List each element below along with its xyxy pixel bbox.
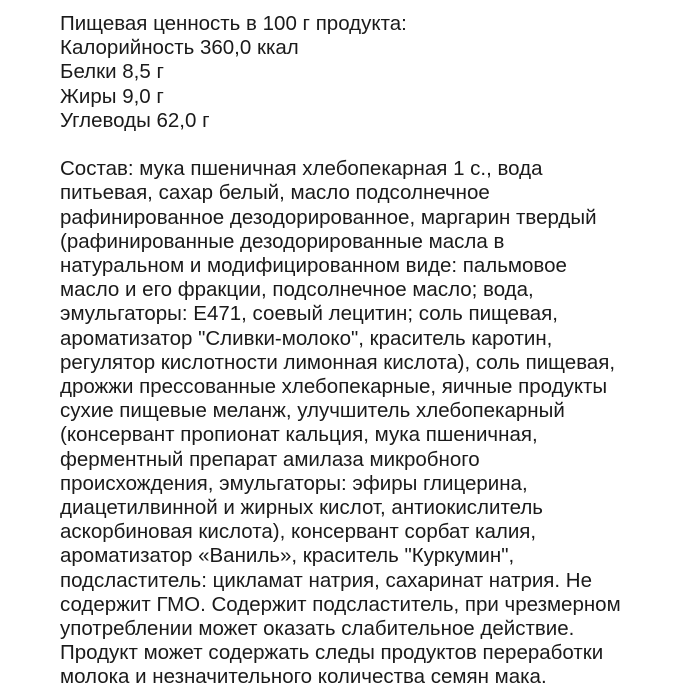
nutrition-carbs: Углеводы 62,0 г <box>60 108 210 132</box>
composition-line: ферментный препарат амилаза микробного <box>60 447 480 471</box>
composition-line: натуральном и модифицированном виде: пальмовое <box>60 254 567 278</box>
composition-line: ароматизатор «Ваниль», краситель "Куркумин", <box>60 544 515 568</box>
nutrition-calories: Калорийность 360,0 ккал <box>60 36 299 60</box>
composition-line: эмульгаторы: Е471, соевый лецитин; соль пищевая, <box>60 302 558 326</box>
nutrition-section <box>60 12 685 133</box>
composition-line: происхождения, эмульгаторы: эфиры глицерина, <box>60 471 528 495</box>
composition-line: (консервант пропионат кальция, мука пшеничная, <box>60 423 538 447</box>
composition-line: употреблении может оказать слабительное действие. <box>60 617 575 641</box>
composition-line: дрожжи прессованные хлебопекарные, яичные продукты <box>60 375 608 399</box>
product-label-text <box>60 12 685 690</box>
composition-line: Продукт может содержать следы продуктов переработки <box>60 641 604 665</box>
nutrition-heading: Пищевая ценность в 100 г продукта: <box>60 12 407 35</box>
nutrition-protein: Белки 8,5 г <box>60 60 164 84</box>
composition-line: сухие пищевые меланж, улучшитель хлебопекарный <box>60 399 565 423</box>
composition-section <box>60 157 685 689</box>
composition-line: Состав: мука пшеничная хлебопекарная 1 с., вода <box>60 157 543 181</box>
nutrition-fat: Жиры 9,0 г <box>60 84 164 108</box>
composition-line: масло и его фракции, подсолнечное масло; вода, <box>60 278 534 302</box>
composition-line: ароматизатор "Сливки-молоко", краситель каротин, <box>60 326 553 350</box>
composition-line: (рафинированные дезодорированные масла в <box>60 229 505 253</box>
composition-line: диацетилвинной и жирных кислот, антиокислитель <box>60 496 543 520</box>
section-spacer <box>60 133 685 157</box>
composition-line: аскорбиновая кислота), консервант сорбат калия, <box>60 520 537 544</box>
composition-line: регулятор кислотности лимонная кислота), соль пищевая, <box>60 350 616 374</box>
composition-line: рафинированное дезодорированное, маргарин твердый <box>60 205 597 229</box>
composition-line: содержит ГМО. Содержит подсластитель, при чрезмерном <box>60 592 621 616</box>
composition-line: подсластитель: цикламат натрия, сахаринат натрия. Не <box>60 568 593 592</box>
composition-line: молока и незначительного количества семян мака. <box>60 665 547 689</box>
composition-line: питьевая, сахар белый, масло подсолнечное <box>60 181 490 205</box>
